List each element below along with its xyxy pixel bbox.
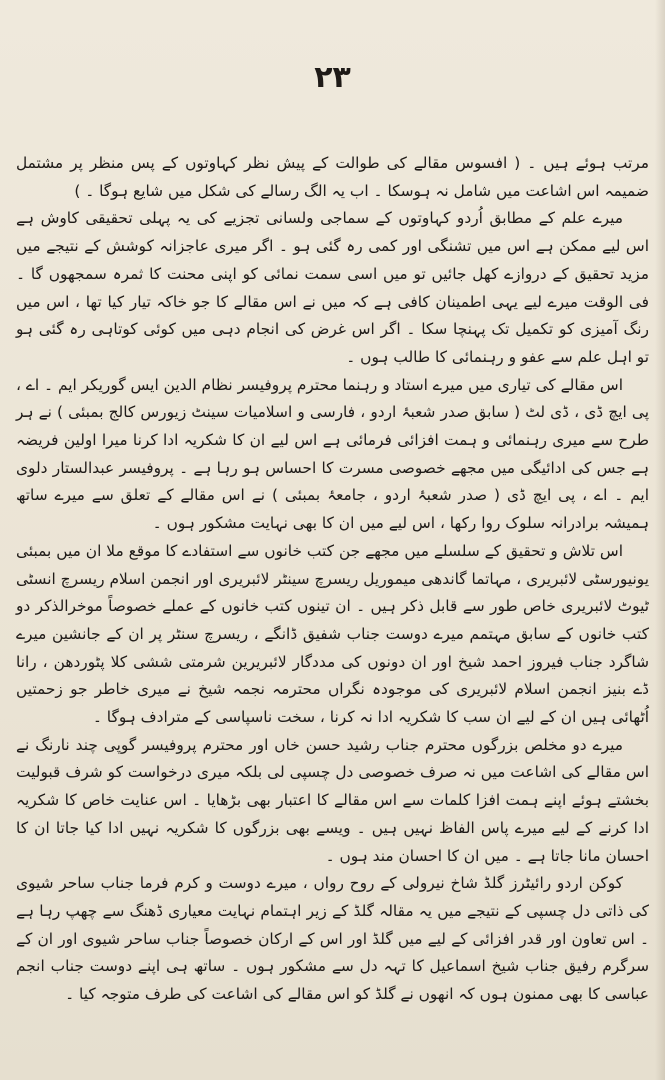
paragraph-3: اس مقالے کی تیاری میں میرے استاد و رہنما محترم پروفیسر نظام الدین ایس گوریکر ایم ۔ اے ، پی ایچ ڈی ، ڈی لٹ ( سابق صدر شعبۂ اردو ، فارسی و اسلامیات سینٹ زیورس کالج بمبئی ) نے ہر طرح سے میری رہنمائی و ہمت افزائی فرمائی ہے اس لیے ان کا شکریہ ادا کرنا میرا اولین فریضہ ہے جس کی ادائیگی میں مجھے خصوصی مسرت کا احساس ہو رہا ہے ۔ پروفیسر عبدالستار دلوی ایم ۔ اے ، پی ایچ ڈی ( صدر شعبۂ اردو ، جامعۂ بمبئی ) نے اس مقالے کے تعلق سے میرے ساتھ ہمیشہ برادرانہ سلوک روا رکھا ، اس لیے میں ان کا بھی نہایت مشکور ہوں ۔ [16,375,649,533]
page-edge-shadow [655,0,665,1080]
paragraph-1: مرتب ہوئے ہیں ۔ ( افسوس مقالے کی طوالت کے پیش نظر کہاوتوں کے پس منظر پر مشتمل ضمیمہ اس اشاعت میں شامل نہ ہوسکا ۔ اب یہ الگ رسالے کی شکل میں شایع ہوگا ۔ ) [16,154,649,200]
paragraph-6: کوکن اردو رائیٹرز گلڈ شاخ نیرولی کے روح رواں ، میرے دوست و کرم فرما جناب ساحر شیوی کی ذاتی دل چسپی کے نتیجے میں یہ مقالہ گلڈ کے زیر اہتمام نہایت معیاری ڈھنگ سے چھپ رہا ہے ۔ اس تعاون اور قدر افزائی کے لیے میں گلڈ اور اس کے ارکان خصوصاً جناب ساحر شیوی اور ان کے سرگرم رفیق جناب شیخ اسماعیل کا تہہ دل سے مشکور ہوں ۔ ساتھ ہی اپنے دوست جناب انجم عباسی کا بھی ممنون ہوں کہ انھوں نے گلڈ کو اس مقالے کی اشاعت کی طرف متوجہ کیا ۔ [16,874,649,1004]
page-body-text [16,150,649,1009]
paragraph-2: میرے علم کے مطابق اُردو کہاوتوں کے سماجی ولسانی تجزیے کی یہ پہلی تحقیقی کاوش ہے اس لیے ممکن ہے اس میں تشنگی اور کمی رہ گئی ہو ۔ اگر میری عاجزانہ کوشش کے نتیجے میں مزید تحقیق کے دروازے کھل جائیں تو میں اسی سمت نمائی کو اپنی محنت کا ثمرہ سمجھوں گا ۔ فی الوقت میرے لیے یہی اطمینان کافی ہے کہ میں نے اس مقالے کا جو خاکہ تیار کیا تھا ، اس میں رنگ آمیزی کو تکمیل تک پہنچا سکا ۔ اگر اس غرض کی انجام دہی میں کوئی کوتاہی رہ گئی ہو تو اہل علم سے عفو و رہنمائی کا طالب ہوں ۔ [16,209,649,366]
paragraph-4: اس تلاش و تحقیق کے سلسلے میں مجھے جن کتب خانوں سے استفادے کا موقع ملا ان میں بمبئی یونیورسٹی لائبریری ، مہاتما گاندھی میموریل ریسرچ سینٹر لائبریری اور انجمن اسلام ریسرچ انسٹی ٹیوٹ لائبریری خاص طور سے قابل ذکر ہیں ۔ ان تینوں کتب خانوں کے عملے خصوصاً موخرالذکر دو کتب خانوں کے سابق مہتمم میرے دوست جناب شفیق ڈانگے ، ریسرچ سنٹر پر ان کے جانشین میرے شاگرد جناب فیروز احمد شیخ اور ان دونوں کی مددگار لائبریرین شرمتی ششی کلا پٹوردھن ، رانا ڈے بنیز انجمن اسلام لائبریری کی موجودہ نگراں محترمہ نجمہ شیخ نے میری خاطر جو زحمتیں اُٹھائی ہیں ان کے لیے ان سب کا شکریہ ادا نہ کرنا ، سخت ناسپاسی کے مترادف ہوگا ۔ [16,541,649,727]
paragraph-5: میرے دو مخلص بزرگوں محترم جناب رشید حسن خاں اور محترم پروفیسر گوپی چند نارنگ نے اس مقالے کی اشاعت میں نہ صرف خصوصی دل چسپی لی بلکہ میری درخواست کو شرف قبولیت بخشتے ہوئے اپنے ہمت افزا کلمات سے اس مقالے کا اعتبار بھی بڑھایا ۔ اس عنایت خاص کا شکریہ ادا کرنے کے لیے میرے پاس الفاظ نہیں ہیں ۔ ویسے بھی بزرگوں کا شکریہ نہیں ادا کیا جاتا ان کا احسان مانا جاتا ہے ۔ میں ان کا احسان مند ہوں ۔ [16,735,649,865]
page-number: ۲۳ [314,60,351,95]
